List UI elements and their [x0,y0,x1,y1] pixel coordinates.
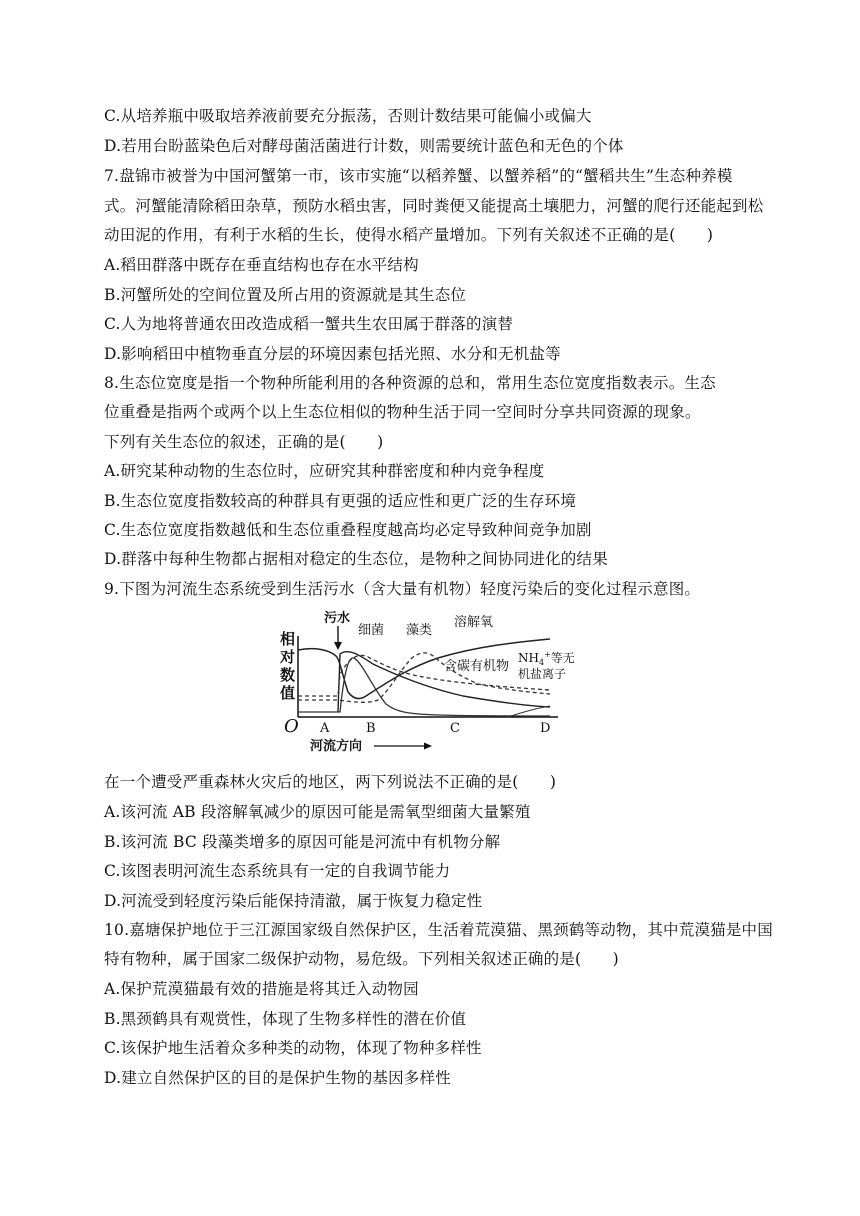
option-9b: B.该河流 BC 段藻类增多的原因可能是河流中有机物分解 [104,833,501,851]
direction-arrow-head [424,743,432,750]
option-6d: D.若用台盼蓝染色后对酵母菌活菌进行计数，则需要统计蓝色和无色的个体 [104,137,624,155]
y-axis-label-char: 对 [280,648,296,666]
y-axis-label-char: 相 [280,630,296,648]
option-6c: C.从培养瓶中吸取培养液前要充分振荡，否则计数结果可能偏小或偏大 [104,107,592,125]
option-7b: B.河蟹所处的空间位置及所占用的资源就是其生态位 [104,286,467,304]
ammonium-label: $NH_4^+$等无 [518,650,575,667]
option-8d: D.群落中每种生物都占据相对稳定的生态位，是物种之间协同进化的结果 [104,550,608,568]
question-10-stem-line-1: 10.嘉塘保护地位于三江源国家级自然保护区，生活着荒漠猫、黑颈鹤等动物，其中荒漠猫是中国 [104,921,773,939]
algae-label: 藻类 [406,623,433,638]
sewage-label: 污水 [324,611,351,626]
question-8-stem-line-1: 8.生态位宽度是指一个物种所能利用的各种资源的总和，常用生态位宽度指数表示。生态 [104,374,716,392]
option-9a: A.该河流 AB 段溶解氧减少的原因可能是需氧型细菌大量繁殖 [104,803,531,821]
option-7c: C.人为地将普通农田改造成稻一蟹共生农田属于群落的演替 [104,315,514,333]
question-8-stem-line-3: 下列有关生态位的叙述，正确的是( ) [104,433,384,451]
x-axis-label: 河流方向 [310,739,363,754]
bacteria-label: 细菌 [358,623,385,638]
option-8c: C.生态位宽度指数越低和生态位重叠程度越高均必定导致种间竞争加剧 [104,521,592,539]
option-7a: A.稻田群落中既存在垂直结构也存在水平结构 [104,256,419,274]
question-7-stem-line-2: 式。河蟹能清除稻田杂草，预防水稻虫害，同时粪便又能提高土壤肥力，河蟹的爬行还能起到松 [104,197,764,215]
option-10b: B.黑颈鹤具有观赏性，体现了生物多样性的潜在价值 [104,1010,467,1028]
question-9-stem: 9.下图为河流生态系统受到生活污水（含大量有机物）轻度污染后的变化过程示意图。 [104,580,701,598]
option-8a: A.研究某种动物的生态位时，应研究其种群密度和种内竞争程度 [104,462,545,480]
point-b-label: B [366,721,376,736]
option-9c: C.该图表明河流生态系统具有一定的自我调节能力 [104,862,451,880]
option-10d: D.建立自然保护区的目的是保护生物的基因多样性 [104,1069,451,1087]
origin-label: O [284,716,299,737]
carbon-organic-label: 含碳有机物 [444,659,510,674]
dissolved-oxygen-label: 溶解氧 [454,615,494,630]
question-10-stem-line-2: 特有物种，属于国家二级保护动物，易危级。下列相关叙述正确的是( ) [104,950,619,968]
question-7-stem-line-1: 7.盘锦市被誉为中国河蟹第一市，该市实施“以稻养蟹、以蟹养稻”的“蟹稻共生”生态种养模 [104,167,733,185]
algae-curve [298,653,550,702]
point-d-label: D [540,721,551,736]
option-10a: A.保护荒漠猫最有效的措施是将其迁入动物园 [104,980,419,998]
option-10c: C.该保护地生活着众多种类的动物，体现了物种多样性 [104,1039,482,1057]
option-7d: D.影响稻田中植物垂直分层的环境因素包括光照、水分和无机盐等 [104,345,561,363]
y-axis-label-char: 数 [280,666,296,684]
sewage-arrow-head [334,642,342,650]
question-8-stem-line-2: 位重叠是指两个或两个以上生态位相似的物种生活于同一空间时分享共同资源的现象。 [104,403,701,421]
point-c-label: C [450,721,460,736]
option-8b: B.生态位宽度指数较高的种群具有更强的适应性和更广泛的生存环境 [104,492,577,510]
point-a-label: A [320,721,330,736]
question-9-prompt: 在一个遭受严重森林火灾后的地区，两下列说法不正确的是( ) [104,773,557,791]
option-9d: D.河流受到轻度污染后能保持清澈，属于恢复力稳定性 [104,892,483,910]
y-axis-label-char: 值 [280,684,296,702]
river-pollution-diagram [278,604,578,756]
question-7-stem-line-3: 动田泥的作用，有利于水稻的生长，使得水稻产量增加。下列有关叙述不正确的是( ) [104,226,714,244]
ion-label: 机盐离子 [518,667,567,681]
